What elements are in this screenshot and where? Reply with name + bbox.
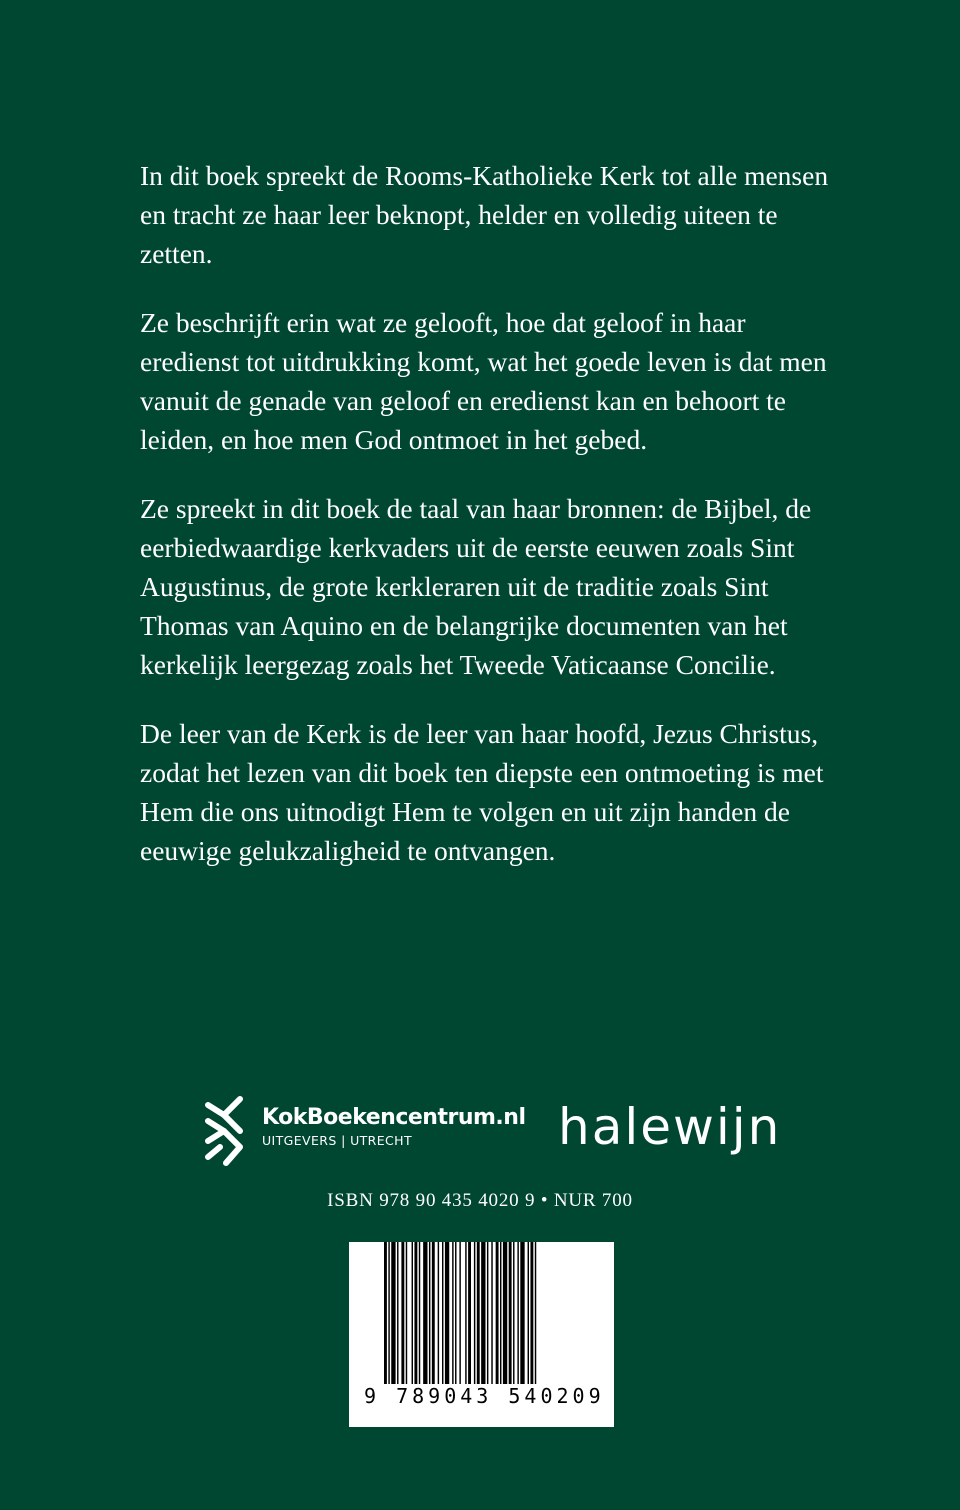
- blurb-paragraph-4: De leer van de Kerk is de leer van haar hoofd, Jezus Christus, zodat het lezen van dit boek ten diepste een ontmoeting is met Hem die ons uitnodigt Hem te volgen en uit zijn handen de eeuwige gelukzaligheid te ontvangen.: [140, 718, 824, 866]
- barcode-bar: [429, 1242, 430, 1384]
- barcode-bar: [384, 1242, 387, 1384]
- kok-publisher-subtitle: UITGEVERS | UTRECHT: [262, 1133, 413, 1148]
- barcode-bar: [477, 1242, 480, 1384]
- barcode-panel: [349, 1242, 614, 1427]
- blurb-paragraph-1: In dit boek spreekt de Rooms-Katholieke Kerk tot alle mensen en tracht ze haar leer beknopt, helder en volledig uiteen te zetten.: [140, 160, 829, 269]
- barcode-bar: [517, 1242, 518, 1384]
- barcode-bar: [491, 1242, 492, 1384]
- barcode-bar: [496, 1242, 499, 1384]
- barcode-bar: [530, 1242, 533, 1384]
- barcode-bar: [474, 1242, 475, 1384]
- barcode-bar: [412, 1242, 413, 1384]
- barcode-bar: [481, 1242, 485, 1384]
- publisher-logos: [0, 1095, 960, 1175]
- kok-boekencentrum-wordmark: [262, 1107, 525, 1148]
- barcode-bar: [452, 1242, 453, 1384]
- barcode-bar: [397, 1242, 398, 1384]
- barcode-bar: [401, 1242, 404, 1384]
- barcode-bar: [442, 1242, 443, 1384]
- barcode-bar: [432, 1242, 435, 1384]
- barcode-bar: [487, 1242, 488, 1384]
- barcode-bar: [468, 1242, 471, 1384]
- barcode-bar: [406, 1242, 407, 1384]
- blurb-paragraph-2: Ze beschrijft erin wat ze gelooft, hoe dat geloof in haar eredienst tot uitdrukking komt, wat het goede leven is dat men vanuit de genade van geloof en eredienst kan en behoort te leiden, en hoe men God ontmoet in het gebed.: [140, 307, 827, 455]
- barcode-bar: [465, 1242, 466, 1384]
- blurb-text: [140, 156, 830, 900]
- kok-publisher-tld: .nl: [495, 1105, 526, 1130]
- barcode-bar: [513, 1242, 514, 1384]
- isbn-line: ISBN 978 90 435 4020 9 • NUR 700: [327, 1190, 633, 1211]
- barcode-bar: [388, 1242, 389, 1384]
- barcode-bar: [455, 1242, 456, 1384]
- barcode-icon: [384, 1242, 579, 1384]
- barcode-bar: [535, 1242, 536, 1384]
- barcode-bar: [509, 1242, 512, 1384]
- barcode-bar: [414, 1242, 417, 1384]
- kok-boekencentrum-logo-icon: [200, 1095, 248, 1167]
- barcode-bar: [438, 1242, 439, 1384]
- barcode-bar: [459, 1242, 460, 1384]
- barcode-bar: [391, 1242, 395, 1384]
- barcode-digits: 9 789043 540209: [364, 1384, 605, 1408]
- barcode-bar: [419, 1242, 420, 1384]
- kok-publisher-name: KokBoekencentrum: [262, 1105, 496, 1130]
- blurb-paragraph-3: Ze spreekt in dit boek de taal van haar bronnen: de Bijbel, de eerbiedwaardige kerkvaders uit de eerste eeuwen zoals Sint Augustinus, de grote kerkleraren uit de traditie zoals Sint Thomas van Aquino en de belangrijke documenten van het kerkelijk leergezag zoals het Tweede Vaticaanse Concilie.: [140, 493, 812, 680]
- barcode-bar: [500, 1242, 501, 1384]
- barcode-bar: [445, 1242, 449, 1384]
- barcode-bar: [520, 1242, 524, 1384]
- barcode-bar: [503, 1242, 507, 1384]
- barcode-bar: [528, 1242, 529, 1384]
- barcode-bar: [423, 1242, 427, 1384]
- halewijn-logo: halewijn: [558, 1098, 782, 1156]
